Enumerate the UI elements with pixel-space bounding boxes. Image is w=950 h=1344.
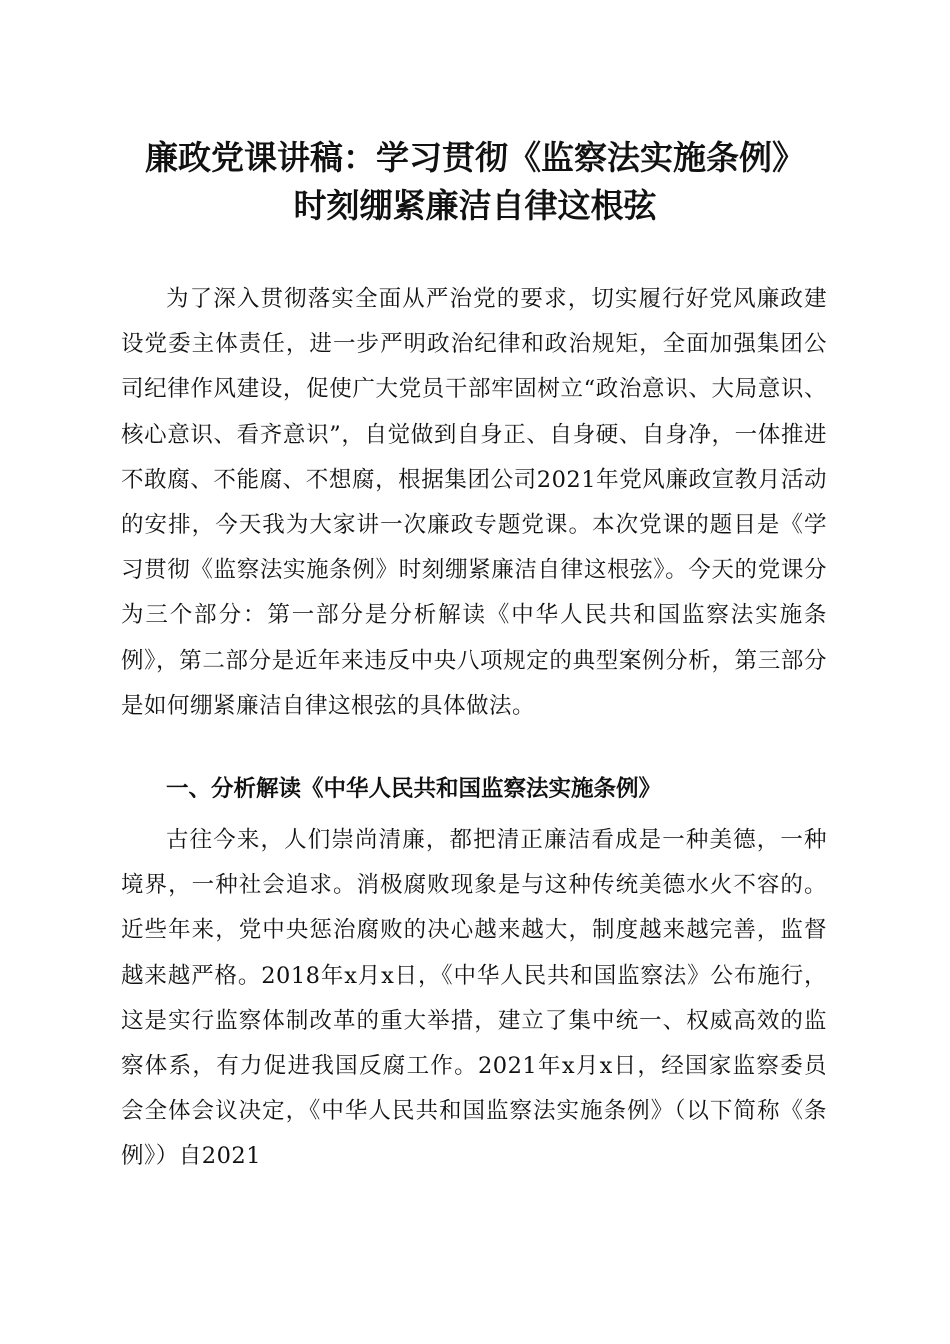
document-title-line-1: 廉政党课讲稿：学习贯彻《监察法实施条例》 [145, 138, 805, 177]
document-title-line-2: 时刻绷紧廉洁自律这根弦 [293, 186, 657, 225]
section-1-paragraph: 古往今来，人们崇尚清廉，都把清正廉洁看成是一种美德，一种境界，一种社会追求。消极腐败现象是与这种传统美德水火不容的。近些年来，党中央惩治腐败的决心越来越大，制度越来越完善，监督越来越严格。2018年x月x日，《中华人民共和国监察法》公布施行，这是实行监察体制改革的重大举措，建立了集中统一、权威高效的监察体系，有力促进我国反腐工作。2021年x月x日，经国家监察委员会全体会议决定，《中华人民共和国监察法实施条例》（以下简称《条例》）自2021 [121, 827, 827, 1170]
section-1-heading: 一、分析解读《中华人民共和国监察法实施条例》 [166, 776, 662, 802]
intro-paragraph: 为了深入贯彻落实全面从严治党的要求，切实履行好党风廉政建设党委主体责任，进一步严明政治纪律和政治规矩，全面加强集团公司纪律作风建设，促使广大党员干部牢固树立“政治意识、大局意识、核心意识、看齐意识”，自觉做到自身正、自身硬、自身净，一体推进不敢腐、不能腐、不想腐，根据集团公司2021年党风廉政宣教月活动的安排，今天我为大家讲一次廉政专题党课。本次党课的题目是《学习贯彻《监察法实施条例》时刻绷紧廉洁自律这根弦》。今天的党课分为三个部分：第一部分是分析解读《中华人民共和国监察法实施条例》，第二部分是近年来违反中央八项规定的典型案例分析，第三部分是如何绷紧廉洁自律这根弦的具体做法。 [121, 286, 827, 719]
